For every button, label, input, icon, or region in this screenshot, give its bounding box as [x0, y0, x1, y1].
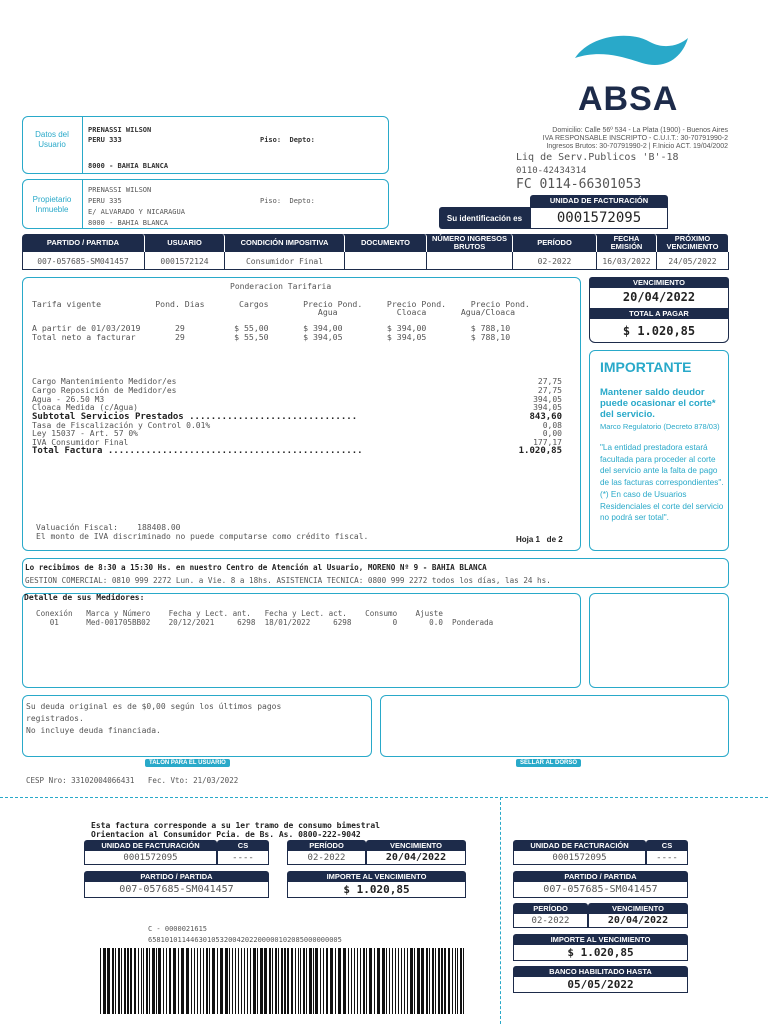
barcode-bar [298, 948, 299, 1014]
stub-partido-value: 007-057685-SM041457 [84, 882, 269, 898]
stub-note-2: Orientacion al Consumidor Pcia. de Bs. As. 0800-222-9042 [91, 830, 361, 839]
stub-importe-header: IMPORTE AL VENCIMIENTO [287, 871, 466, 882]
barcode-bar [291, 948, 293, 1014]
barcode-bar [335, 948, 336, 1014]
barcode-bar [417, 948, 420, 1014]
invoice-fc: FC 0114-66301053 [516, 177, 642, 192]
barcode-bar [173, 948, 176, 1014]
barcode-bar [264, 948, 267, 1014]
barcode-bar [448, 948, 450, 1014]
barcode-bar [432, 948, 434, 1014]
barcode-bar [457, 948, 458, 1014]
barcode-bar [197, 948, 198, 1014]
company-info [543, 127, 728, 151]
barcode-bar [407, 948, 408, 1014]
barcode-bar [374, 948, 375, 1014]
barcode-bar [217, 948, 218, 1014]
barcode-bar [194, 948, 195, 1014]
barcode-bar [313, 948, 314, 1014]
barcode-bar [392, 948, 393, 1014]
charge-value: 1.020,85 [518, 446, 562, 456]
info-header-4: NÚMERO INGRESOS BRUTOS [427, 234, 513, 252]
barcode-bar [338, 948, 341, 1014]
barcode-bar [401, 948, 402, 1014]
charge-label: Cloaca Medida (c/Agua) [32, 403, 138, 412]
owner-cross: E/ ALVARADO Y NICARAGUA [88, 208, 185, 216]
info-header-5: PERÍODO [513, 234, 597, 252]
sellar-tag: SELLAR AL DORSO [516, 759, 581, 767]
barcode-bar [212, 948, 215, 1014]
page-number: Hoja 1 de 2 [516, 535, 563, 544]
owner-name: PRENASSI WILSON [88, 186, 152, 194]
barcode-bar [166, 948, 167, 1014]
barcode-bar [130, 948, 132, 1014]
tariff-title: Ponderacion Tarifaria [230, 282, 332, 291]
id-value: 0001572095 [530, 207, 668, 229]
barcode-bar [395, 948, 396, 1014]
barcode-bar [309, 948, 312, 1014]
barcode-bar [326, 948, 328, 1014]
barcode-bar [229, 948, 230, 1014]
stub-r-partido-header: PARTIDO / PARTIDA [513, 871, 688, 882]
barcode-bar [315, 948, 318, 1014]
info-header-0: PARTIDO / PARTIDA [22, 234, 145, 252]
charge-value: 177,17 [533, 438, 562, 447]
barcode-bar [107, 948, 110, 1014]
barcode-bar [115, 948, 116, 1014]
barcode-bar [244, 948, 245, 1014]
meters-side-box [589, 593, 729, 688]
stub-r-unidad-header: UNIDAD DE FACTURACIÓN [513, 840, 646, 851]
talon-tag: TALÓN PARA EL USUARIO [145, 759, 230, 767]
barcode-bar [455, 948, 456, 1014]
barcode-bar [112, 948, 114, 1014]
charge-label: Cargo Mantenimiento Medidor/es [32, 377, 177, 386]
vencimiento-value: 20/04/2022 [622, 290, 696, 304]
barcode-bar [300, 948, 301, 1014]
stub-r-cs-header: CS [646, 840, 688, 851]
charge-value: 843,60 [529, 412, 562, 422]
stub-r-importe-header: IMPORTE AL VENCIMIENTO [513, 934, 688, 945]
barcode-bar [295, 948, 296, 1014]
info-value-6: 16/03/2022 [597, 252, 657, 270]
barcode-bar [191, 948, 192, 1014]
owner-label: Propietario Inmueble [32, 195, 72, 214]
charge-label: Cargo Reposición de Medidor/es [32, 386, 177, 395]
info-header-3: DOCUMENTO [345, 234, 427, 252]
stub-venc-value: 20/04/2022 [366, 851, 466, 865]
meters-row: 01 Med-001705BB02 20/12/2021 6298 18/01/2022 6298 0 0.0 Ponderada [36, 618, 494, 627]
debt-line-3: No incluye deuda financiada. [26, 726, 161, 735]
barcode-bar [143, 948, 144, 1014]
barcode-bar [438, 948, 440, 1014]
barcode-bar [377, 948, 380, 1014]
logo-text: ABSA [578, 80, 679, 118]
info-header-2: CONDICIÓN IMPOSITIVA [225, 234, 345, 252]
wave-icon [570, 30, 690, 80]
unidad-facturacion-header: UNIDAD DE FACTURACIÓN [530, 195, 668, 207]
tariff-row-1: A partir de 01/03/2019 29 $ 55,00 $ 394,00 $ 394,00 $ 788,10 [32, 323, 511, 333]
barcode-bar [232, 948, 233, 1014]
barcode-bar [369, 948, 372, 1014]
barcode-bar [278, 948, 279, 1014]
charge-value: 0,00 [542, 429, 562, 438]
stub-partido-header: PARTIDO / PARTIDA [84, 871, 269, 882]
barcode-bar [429, 948, 430, 1014]
stub-r-periodo-value: 02-2022 [513, 914, 588, 928]
charge-label: Total Factura ............................................... [32, 446, 363, 456]
stub-importe-value: $ 1.020,85 [287, 882, 466, 898]
barcode-bar [330, 948, 333, 1014]
barcode-bar [386, 948, 387, 1014]
total-pagar-header: TOTAL A PAGAR [589, 308, 729, 319]
barcode-bar [351, 948, 352, 1014]
barcode-bar [225, 948, 228, 1014]
user-divider [82, 116, 83, 174]
info-header-6: FECHA EMISIÓN [597, 234, 657, 252]
charge-value: 27,75 [537, 386, 562, 395]
barcode-bar [235, 948, 236, 1014]
attention-line-1: Lo recibimos de 8:30 a 15:30 Hs. en nuestro Centro de Atención al Usuario, MORENO Nº 9 - BAHIA BLANCA [25, 563, 487, 572]
barcode-bar [134, 948, 136, 1014]
barcode-bar [284, 948, 286, 1014]
charge-label: Ley 15037 - Art. 57 0% [32, 429, 138, 438]
meters-header: Conexión Marca y Número Fecha y Lect. ant. Fecha y Lect. act. Consumo Ajuste [36, 609, 443, 618]
barcode-bar [463, 948, 464, 1014]
barcode-bar [220, 948, 223, 1014]
barcode-bar [100, 948, 101, 1014]
barcode-bar [260, 948, 263, 1014]
stub-r-periodo-header: PERÍODO [513, 903, 588, 914]
charge-label: Agua - 26.50 M3 [32, 395, 105, 404]
important-title: IMPORTANTE [600, 359, 692, 375]
user-box [22, 116, 389, 174]
owner-divider [82, 179, 83, 229]
barcode-bar [426, 948, 428, 1014]
charge-value: 0,08 [542, 421, 562, 430]
tariff-row-2: Total neto a facturar 29 $ 55,50 $ 394,05 $ 394,05 $ 788,10 [32, 332, 511, 342]
charge-value: 27,75 [537, 377, 562, 386]
barcode-bar [178, 948, 179, 1014]
barcode-bar [269, 948, 271, 1014]
stub-cs-header: CS [217, 840, 269, 851]
owner-address: PERU 335 [88, 197, 122, 205]
info-value-3 [345, 252, 427, 270]
stub-r-banco-header: BANCO HABILITADO HASTA [513, 966, 688, 977]
stub-periodo-value: 02-2022 [287, 851, 366, 865]
info-value-4 [427, 252, 513, 270]
barcode-bar [410, 948, 413, 1014]
info-value-5: 02-2022 [513, 252, 597, 270]
barcode-bar [414, 948, 415, 1014]
company-iva: IVA RESPONSABLE INSCRIPTO - C.U.I.T.: 30-70791990-2 [542, 135, 728, 142]
stub-r-importe-value: $ 1.020,85 [513, 945, 688, 961]
barcode-bar [158, 948, 161, 1014]
info-header-1: USUARIO [145, 234, 225, 252]
stamp-box [380, 695, 729, 757]
barcode-bar [124, 948, 126, 1014]
barcode [100, 948, 466, 1016]
barcode-bar [103, 948, 106, 1014]
meters-title: Detalle de sus Medidores: [24, 593, 145, 602]
attention-line-2: GESTION COMERCIAL: 0810 999 2272 Lun. a Vie. 8 a 18hs. ASISTENCIA TECNICA: 0800 999 2272 todos los días, las 24 hs. [25, 576, 551, 585]
user-address: PERU 333 [88, 136, 122, 144]
barcode-bar [253, 948, 256, 1014]
meters-box [22, 593, 581, 688]
stub-r-partido-value: 007-057685-SM041457 [513, 882, 688, 898]
barcode-bar [323, 948, 324, 1014]
barcode-bar [203, 948, 204, 1014]
barcode-number: 6581010114463010532004202200000102085000000005 [148, 936, 342, 944]
barcode-bar [452, 948, 453, 1014]
barcode-bar [272, 948, 273, 1014]
user-label: Datos del Usuario [35, 130, 69, 149]
fiscal-iva-note: El monto de IVA discriminado no puede computarse como crédito fiscal. [36, 532, 369, 541]
barcode-bar [444, 948, 446, 1014]
info-value-1: 0001572124 [145, 252, 225, 270]
barcode-bar [281, 948, 283, 1014]
barcode-bar [343, 948, 346, 1014]
info-value-2: Consumidor Final [225, 252, 345, 270]
barcode-bar [206, 948, 208, 1014]
stub-r-banco-value: 05/05/2022 [513, 977, 688, 993]
invoice-liq: Liq de Serv.Publicos 'B'-18 [516, 152, 679, 163]
barcode-bar [389, 948, 390, 1014]
stub-r-venc-header: VENCIMIENTO [588, 903, 688, 914]
barcode-bar [186, 948, 189, 1014]
barcode-bar [360, 948, 361, 1014]
barcode-bar [141, 948, 142, 1014]
absa-logo [570, 30, 690, 120]
fiscal-valuation: Valuación Fiscal: 188408.00 [36, 523, 181, 532]
barcode-bar [209, 948, 210, 1014]
stub-r-venc-value: 20/04/2022 [588, 914, 688, 928]
stub-unidad-value: 0001572095 [84, 851, 217, 865]
barcode-bar [127, 948, 129, 1014]
stub-r-unidad-value: 0001572095 [513, 851, 646, 865]
barcode-bar [306, 948, 307, 1014]
owner-piso: Piso: Depto: [260, 197, 315, 205]
charge-label: Tasa de Fiscalización y Control 0.01% [32, 421, 211, 430]
info-header-7: PRÓXIMO VENCIMIENTO [657, 234, 729, 252]
invoice-code: 0110-42434314 [516, 166, 587, 176]
barcode-bar [247, 948, 248, 1014]
owner-city: 8000 - BAHIA BLANCA [88, 219, 169, 227]
barcode-bar [149, 948, 150, 1014]
cut-line-vertical [500, 797, 501, 1024]
user-city: 8000 - BAHIA BLANCA [88, 162, 169, 170]
important-body: "La entidad prestadora estará facultada para proceder al corte del servicio ante la falta de pago de las facturas correspondientes". (*) En caso de Usuarios Residenciales el corte del servicio no podrá ser total". [600, 443, 724, 523]
barcode-bar [138, 948, 139, 1014]
barcode-bar [200, 948, 201, 1014]
important-bold-text: Mantener saldo deudor puede ocasionar el corte* del servicio. [600, 387, 716, 420]
debt-line-1: Su deuda original es de $0,00 según los últimos pagos [26, 702, 282, 711]
barcode-bar [435, 948, 436, 1014]
stub-unidad-header: UNIDAD DE FACTURACIÓN [84, 840, 217, 851]
barcode-bar [366, 948, 367, 1014]
stub-note-1: Esta factura corresponde a su 1er tramo de consumo bimestral [91, 821, 380, 830]
barcode-bar [241, 948, 242, 1014]
info-value-0: 007-057685-SM041457 [22, 252, 145, 270]
stub-venc-header: VENCIMIENTO [366, 840, 466, 851]
company-address: Domicilio: Calle 56º 534 - La Plata (1900) - Buenos Aires [552, 127, 728, 134]
barcode-bar [421, 948, 424, 1014]
barcode-bar [354, 948, 355, 1014]
barcode-bar [121, 948, 122, 1014]
total-pagar-value: $ 1.020,85 [622, 324, 696, 338]
barcode-bar [118, 948, 120, 1014]
barcode-bar [257, 948, 258, 1014]
barcode-bar [460, 948, 462, 1014]
barcode-bar [275, 948, 277, 1014]
barcode-bar [169, 948, 171, 1014]
barcode-bar [404, 948, 405, 1014]
barcode-bar [156, 948, 157, 1014]
barcode-bar [320, 948, 321, 1014]
barcode-bar [398, 948, 399, 1014]
barcode-bar [303, 948, 305, 1014]
barcode-bar [238, 948, 239, 1014]
barcode-bar [146, 948, 148, 1014]
id-label: Su identificación es [439, 207, 530, 229]
stub-periodo-header: PERÍODO [287, 840, 366, 851]
barcode-bar [287, 948, 289, 1014]
barcode-bar [441, 948, 443, 1014]
barcode-bar [363, 948, 365, 1014]
debt-line-2: registrados. [26, 714, 84, 723]
barcode-bar [152, 948, 155, 1014]
charge-label: Subtotal Servicios Prestados ............................... [32, 412, 358, 422]
charge-value: 394,05 [533, 395, 562, 404]
user-piso: Piso: Depto: [260, 136, 315, 144]
barcode-bar [163, 948, 164, 1014]
barcode-bar [181, 948, 184, 1014]
charge-value: 394,05 [533, 403, 562, 412]
barcode-bar [250, 948, 251, 1014]
vencimiento-header: VENCIMIENTO [589, 277, 729, 288]
important-ref: Marco Regulatorio (Decreto 878/03) [600, 422, 720, 431]
stub-cs-value: ---- [217, 851, 269, 865]
barcode-bar [382, 948, 385, 1014]
barcode-code: C - 0000021615 [148, 925, 208, 933]
tariff-col-headers: Tarifa vigente Pond. Dias Cargos Precio Pond. Precio Pond. Precio Pond. [32, 299, 530, 309]
barcode-bar [357, 948, 358, 1014]
stub-r-cs-value: ---- [646, 851, 688, 865]
charge-label: IVA Consumidor Final [32, 438, 129, 447]
info-value-7: 24/05/2022 [657, 252, 729, 270]
cut-line [0, 797, 768, 798]
tariff-col-headers-2: Agua Cloaca Agua/Cloaca [32, 307, 516, 317]
user-name: PRENASSI WILSON [88, 126, 152, 134]
company-ib: Ingresos Brutos: 30-70791990-2 | F.Inicio ACT. 19/04/2002 [546, 143, 728, 150]
barcode-bar [348, 948, 349, 1014]
cesp-text: CESP Nro: 33102004066431 Fec. Vto: 21/03/2022 [26, 776, 239, 785]
